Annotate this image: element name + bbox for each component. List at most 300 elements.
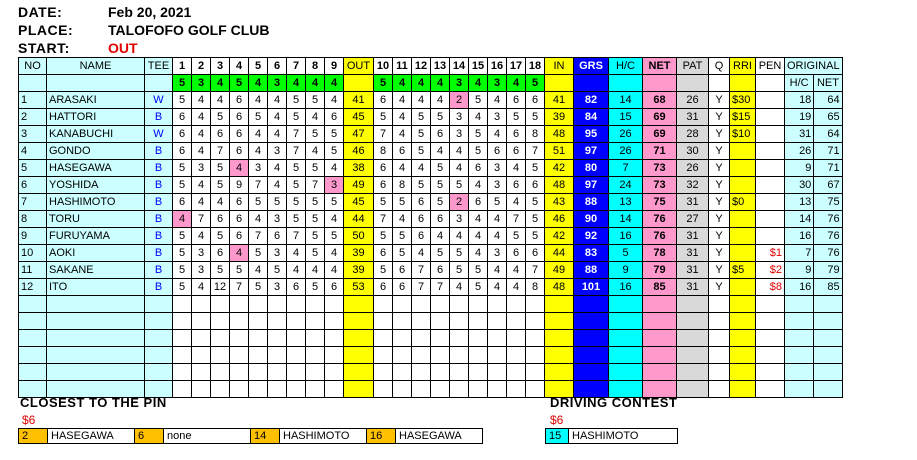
hole-score: 4 xyxy=(488,262,507,279)
hole-score: 6 xyxy=(526,92,545,109)
pat-value: 32 xyxy=(677,177,709,194)
original-hc: 13 xyxy=(785,194,814,211)
hole-score: 2 xyxy=(450,194,469,211)
hole-score: 4 xyxy=(507,160,526,177)
qualified: Y xyxy=(709,126,730,143)
empty-cell xyxy=(709,296,730,313)
handicap: 13 xyxy=(609,194,643,211)
pat-value: 30 xyxy=(677,143,709,160)
driving-contest-table xyxy=(545,428,678,444)
hole-score: 6 xyxy=(431,211,450,228)
col-name: NAME xyxy=(47,58,145,75)
original-net: 64 xyxy=(814,126,842,143)
par-cell: 4 xyxy=(287,75,306,92)
empty-cell xyxy=(374,364,393,381)
hole-score: 4 xyxy=(230,245,249,262)
empty-cell xyxy=(507,364,526,381)
date-label: DATE: xyxy=(18,4,63,20)
hole-score: 6 xyxy=(230,228,249,245)
gross-score: 88 xyxy=(574,194,609,211)
hole-score: 5 xyxy=(211,109,230,126)
empty-cell xyxy=(574,347,609,364)
hole-score: 5 xyxy=(173,177,192,194)
empty-cell xyxy=(344,313,374,330)
empty-cell xyxy=(450,381,469,398)
empty-cell xyxy=(609,296,643,313)
col-hole: 9 xyxy=(325,58,344,75)
empty-cell xyxy=(574,330,609,347)
hole-score: 2 xyxy=(450,92,469,109)
hole-score: 5 xyxy=(526,160,545,177)
empty-cell xyxy=(173,381,192,398)
hole-score: 6 xyxy=(526,177,545,194)
hole-score: 4 xyxy=(488,92,507,109)
original-net: 76 xyxy=(814,211,842,228)
hole-score: 5 xyxy=(287,92,306,109)
hole-score: 6 xyxy=(469,160,488,177)
empty-cell xyxy=(730,364,756,381)
empty-cell xyxy=(412,347,431,364)
empty-cell xyxy=(709,313,730,330)
player-tee: B xyxy=(145,194,173,211)
hole-score: 5 xyxy=(173,160,192,177)
par-cell: 3 xyxy=(488,75,507,92)
gross-score: 92 xyxy=(574,228,609,245)
empty-cell xyxy=(507,347,526,364)
original-net: 64 xyxy=(814,92,842,109)
empty-cell xyxy=(709,364,730,381)
empty-cell xyxy=(325,364,344,381)
hole-score: 4 xyxy=(469,211,488,228)
par-cell: 4 xyxy=(249,75,268,92)
empty-cell xyxy=(211,381,230,398)
pat-value: 31 xyxy=(677,279,709,296)
pat-value: 31 xyxy=(677,262,709,279)
empty-cell xyxy=(393,313,412,330)
par-cell: 4 xyxy=(306,75,325,92)
table-row xyxy=(19,194,843,211)
empty-cell xyxy=(574,313,609,330)
empty-cell xyxy=(709,330,730,347)
hole-score: 6 xyxy=(507,245,526,262)
hole-score: 3 xyxy=(488,245,507,262)
hole-score: 12 xyxy=(211,279,230,296)
empty-cell xyxy=(19,296,47,313)
hole-score: 4 xyxy=(306,143,325,160)
out-total: 47 xyxy=(344,126,374,143)
player-tee: W xyxy=(145,92,173,109)
empty-cell xyxy=(47,313,145,330)
hole-score: 6 xyxy=(412,211,431,228)
hole-score: 4 xyxy=(431,143,450,160)
hole-score: 4 xyxy=(393,160,412,177)
hole-score: 5 xyxy=(249,245,268,262)
hole-score: 6 xyxy=(325,279,344,296)
hole-score: 5 xyxy=(393,245,412,262)
col-pat: PAT xyxy=(677,58,709,75)
player-tee: B xyxy=(145,245,173,262)
hole-score: 4 xyxy=(192,109,211,126)
hole-score: 5 xyxy=(412,126,431,143)
empty-cell xyxy=(450,296,469,313)
start-value: OUT xyxy=(108,40,138,56)
empty-cell xyxy=(526,330,545,347)
par-cell: 5 xyxy=(374,75,393,92)
empty-cell xyxy=(19,313,47,330)
hole-score: 6 xyxy=(211,245,230,262)
hole-score: 6 xyxy=(393,279,412,296)
hole-score: 5 xyxy=(306,92,325,109)
empty-cell xyxy=(412,313,431,330)
hole-score: 8 xyxy=(393,177,412,194)
hole-score: 6 xyxy=(211,126,230,143)
player-no: 8 xyxy=(19,211,47,228)
qualified: Y xyxy=(709,211,730,228)
hole-score: 5 xyxy=(450,262,469,279)
player-name: ARASAKI xyxy=(47,92,145,109)
empty-cell xyxy=(344,347,374,364)
par-cell: 4 xyxy=(507,75,526,92)
empty-cell xyxy=(677,381,709,398)
hole-score: 6 xyxy=(412,228,431,245)
hole-score: 5 xyxy=(287,211,306,228)
empty-cell xyxy=(545,330,574,347)
empty-row xyxy=(19,364,843,381)
empty-cell xyxy=(526,381,545,398)
pat-value: 31 xyxy=(677,194,709,211)
gross-score: 80 xyxy=(574,160,609,177)
empty-cell xyxy=(268,364,287,381)
hole-score: 5 xyxy=(469,143,488,160)
empty-cell xyxy=(268,330,287,347)
player-tee: B xyxy=(145,279,173,296)
hole-score: 5 xyxy=(249,109,268,126)
original-net: 85 xyxy=(814,279,842,296)
original-net: 71 xyxy=(814,143,842,160)
hole-score: 4 xyxy=(268,160,287,177)
handicap: 16 xyxy=(609,228,643,245)
hole-score: 5 xyxy=(268,262,287,279)
empty-cell xyxy=(249,364,268,381)
empty-row xyxy=(19,296,843,313)
player-tee: B xyxy=(145,211,173,228)
in-total: 42 xyxy=(545,160,574,177)
handicap: 24 xyxy=(609,177,643,194)
in-total: 51 xyxy=(545,143,574,160)
net-score: 68 xyxy=(643,92,677,109)
out-total: 49 xyxy=(344,177,374,194)
empty-row xyxy=(19,330,843,347)
empty-cell xyxy=(19,330,47,347)
empty-cell xyxy=(145,347,173,364)
player-name: GONDO xyxy=(47,143,145,160)
driving-contest-title: DRIVING CONTEST xyxy=(550,395,678,410)
empty-cell xyxy=(173,296,192,313)
penalty xyxy=(756,177,785,194)
out-total: 39 xyxy=(344,262,374,279)
empty-cell xyxy=(192,330,211,347)
net-score: 85 xyxy=(643,279,677,296)
out-total: 45 xyxy=(344,109,374,126)
pat-value: 27 xyxy=(677,211,709,228)
table-row xyxy=(19,228,843,245)
hole-score: 5 xyxy=(374,262,393,279)
col-no: NO xyxy=(19,58,47,75)
handicap: 7 xyxy=(609,160,643,177)
hole-score: 5 xyxy=(393,194,412,211)
gross-score: 83 xyxy=(574,245,609,262)
hole-score: 5 xyxy=(431,177,450,194)
gross-score: 101 xyxy=(574,279,609,296)
col-orig-net: NET xyxy=(814,75,842,92)
handicap: 9 xyxy=(609,262,643,279)
par-cell: 3 xyxy=(268,75,287,92)
pin-hole: 6 xyxy=(135,429,164,444)
col-hole: 18 xyxy=(526,58,545,75)
player-name: HATTORI xyxy=(47,109,145,126)
hole-score: 4 xyxy=(249,262,268,279)
empty-cell xyxy=(287,347,306,364)
empty-cell xyxy=(814,313,842,330)
par-cell: 4 xyxy=(393,75,412,92)
hole-score: 5 xyxy=(211,262,230,279)
hole-score: 4 xyxy=(393,109,412,126)
empty-cell xyxy=(47,296,145,313)
qualified: Y xyxy=(709,194,730,211)
original-hc: 9 xyxy=(785,160,814,177)
player-name: HASEGAWA xyxy=(47,160,145,177)
player-tee: B xyxy=(145,143,173,160)
empty-cell xyxy=(643,330,677,347)
original-hc: 9 xyxy=(785,262,814,279)
hole-score: 4 xyxy=(450,279,469,296)
scorecard-table xyxy=(18,57,843,398)
par-row xyxy=(19,75,843,92)
drive-hole: 15 xyxy=(546,429,569,444)
empty-cell xyxy=(374,313,393,330)
original-net: 65 xyxy=(814,109,842,126)
hole-score: 6 xyxy=(374,245,393,262)
hole-score: 4 xyxy=(192,177,211,194)
hole-score: 5 xyxy=(230,262,249,279)
empty-cell xyxy=(643,313,677,330)
qualified: Y xyxy=(709,262,730,279)
empty-cell xyxy=(609,330,643,347)
empty-cell xyxy=(431,296,450,313)
out-total: 38 xyxy=(344,160,374,177)
empty-cell xyxy=(325,381,344,398)
empty-cell xyxy=(192,347,211,364)
hole-score: 6 xyxy=(374,279,393,296)
hole-score: 4 xyxy=(469,177,488,194)
hole-score: 5 xyxy=(287,160,306,177)
hole-score: 6 xyxy=(507,143,526,160)
hole-score: 5 xyxy=(287,194,306,211)
hole-score: 5 xyxy=(431,160,450,177)
empty-cell xyxy=(526,313,545,330)
col-hole: 5 xyxy=(249,58,268,75)
hole-score: 5 xyxy=(173,228,192,245)
hole-score: 5 xyxy=(173,92,192,109)
empty-cell xyxy=(488,313,507,330)
empty-cell xyxy=(47,347,145,364)
empty-cell xyxy=(488,296,507,313)
col-out: OUT xyxy=(344,58,374,75)
penalty xyxy=(756,160,785,177)
par-cell: 4 xyxy=(325,75,344,92)
qualified: Y xyxy=(709,143,730,160)
penalty xyxy=(756,109,785,126)
net-score: 73 xyxy=(643,160,677,177)
empty-cell xyxy=(230,347,249,364)
hole-score: 4 xyxy=(268,92,287,109)
empty-cell xyxy=(785,364,814,381)
empty-cell xyxy=(211,347,230,364)
empty-cell xyxy=(756,347,785,364)
hole-score: 6 xyxy=(507,126,526,143)
hole-score: 6 xyxy=(507,92,526,109)
empty-cell xyxy=(249,381,268,398)
table-row xyxy=(19,160,843,177)
empty-cell xyxy=(730,381,756,398)
empty-cell xyxy=(574,364,609,381)
empty-cell xyxy=(344,381,374,398)
hole-score: 4 xyxy=(507,279,526,296)
hole-score: 5 xyxy=(469,92,488,109)
empty-cell xyxy=(145,296,173,313)
handicap: 14 xyxy=(609,92,643,109)
hole-score: 4 xyxy=(306,109,325,126)
hole-score: 4 xyxy=(507,262,526,279)
hole-score: 6 xyxy=(374,177,393,194)
empty-cell xyxy=(574,296,609,313)
gross-score: 97 xyxy=(574,143,609,160)
empty-cell xyxy=(412,364,431,381)
hole-score: 5 xyxy=(173,279,192,296)
empty-cell xyxy=(412,296,431,313)
empty-cell xyxy=(249,296,268,313)
penalty xyxy=(756,228,785,245)
original-hc: 7 xyxy=(785,245,814,262)
empty-cell xyxy=(306,296,325,313)
gross-score: 97 xyxy=(574,177,609,194)
empty-cell xyxy=(268,313,287,330)
player-no: 10 xyxy=(19,245,47,262)
hole-score: 5 xyxy=(507,228,526,245)
hole-score: 4 xyxy=(325,160,344,177)
table-row xyxy=(19,279,843,296)
rri-prize: $30 xyxy=(730,92,756,109)
col-hole: 4 xyxy=(230,58,249,75)
empty-cell xyxy=(431,364,450,381)
hole-score: 5 xyxy=(431,109,450,126)
empty-cell xyxy=(393,381,412,398)
gross-score: 90 xyxy=(574,211,609,228)
empty-cell xyxy=(785,347,814,364)
empty-cell xyxy=(450,313,469,330)
empty-cell xyxy=(677,347,709,364)
rri-prize xyxy=(730,279,756,296)
hole-score: 7 xyxy=(287,143,306,160)
pat-value: 31 xyxy=(677,245,709,262)
place-label: PLACE: xyxy=(18,22,74,38)
empty-cell xyxy=(507,313,526,330)
hole-score: 6 xyxy=(374,160,393,177)
original-hc: 26 xyxy=(785,143,814,160)
empty-cell xyxy=(268,347,287,364)
empty-cell xyxy=(344,296,374,313)
hole-score: 5 xyxy=(306,228,325,245)
hole-score: 4 xyxy=(450,228,469,245)
hole-score: 7 xyxy=(507,211,526,228)
hole-score: 6 xyxy=(393,143,412,160)
penalty: $8 xyxy=(756,279,785,296)
penalty: $1 xyxy=(756,245,785,262)
hole-score: 7 xyxy=(287,228,306,245)
pat-value: 31 xyxy=(677,228,709,245)
closest-to-pin-table xyxy=(18,428,483,444)
qualified: Y xyxy=(709,177,730,194)
empty-cell xyxy=(609,313,643,330)
empty-cell xyxy=(268,381,287,398)
pat-value: 26 xyxy=(677,160,709,177)
empty-cell xyxy=(730,330,756,347)
original-hc: 14 xyxy=(785,211,814,228)
hole-score: 5 xyxy=(173,262,192,279)
qualified: Y xyxy=(709,109,730,126)
empty-cell xyxy=(230,330,249,347)
empty-cell xyxy=(325,296,344,313)
in-total: 43 xyxy=(545,194,574,211)
hole-score: 6 xyxy=(469,194,488,211)
pin-hole: 14 xyxy=(251,429,280,444)
hole-score: 3 xyxy=(249,160,268,177)
original-hc: 31 xyxy=(785,126,814,143)
hole-score: 5 xyxy=(469,279,488,296)
hole-score: 4 xyxy=(431,228,450,245)
empty-cell xyxy=(325,313,344,330)
empty-cell xyxy=(785,313,814,330)
rri-prize: $0 xyxy=(730,194,756,211)
hole-score: 9 xyxy=(230,177,249,194)
col-hole: 12 xyxy=(412,58,431,75)
player-name: YOSHIDA xyxy=(47,177,145,194)
empty-cell xyxy=(412,330,431,347)
qualified: Y xyxy=(709,228,730,245)
col-hc: H/C xyxy=(609,58,643,75)
place-value: TALOFOFO GOLF CLUB xyxy=(108,22,270,38)
empty-cell xyxy=(230,296,249,313)
hole-score: 6 xyxy=(230,126,249,143)
empty-cell xyxy=(173,347,192,364)
empty-row xyxy=(19,313,843,330)
empty-cell xyxy=(211,330,230,347)
original-net: 79 xyxy=(814,262,842,279)
hole-score: 5 xyxy=(450,245,469,262)
empty-cell xyxy=(450,364,469,381)
col-original: ORIGINAL xyxy=(785,58,843,75)
col-hole: 16 xyxy=(488,58,507,75)
pin-winner: HASHIMOTO xyxy=(280,429,367,444)
par-cell: 3 xyxy=(192,75,211,92)
empty-cell xyxy=(431,347,450,364)
hole-score: 7 xyxy=(306,177,325,194)
empty-cell xyxy=(545,364,574,381)
empty-cell xyxy=(19,347,47,364)
par-cell: 5 xyxy=(230,75,249,92)
player-no: 7 xyxy=(19,194,47,211)
player-name: HASHIMOTO xyxy=(47,194,145,211)
